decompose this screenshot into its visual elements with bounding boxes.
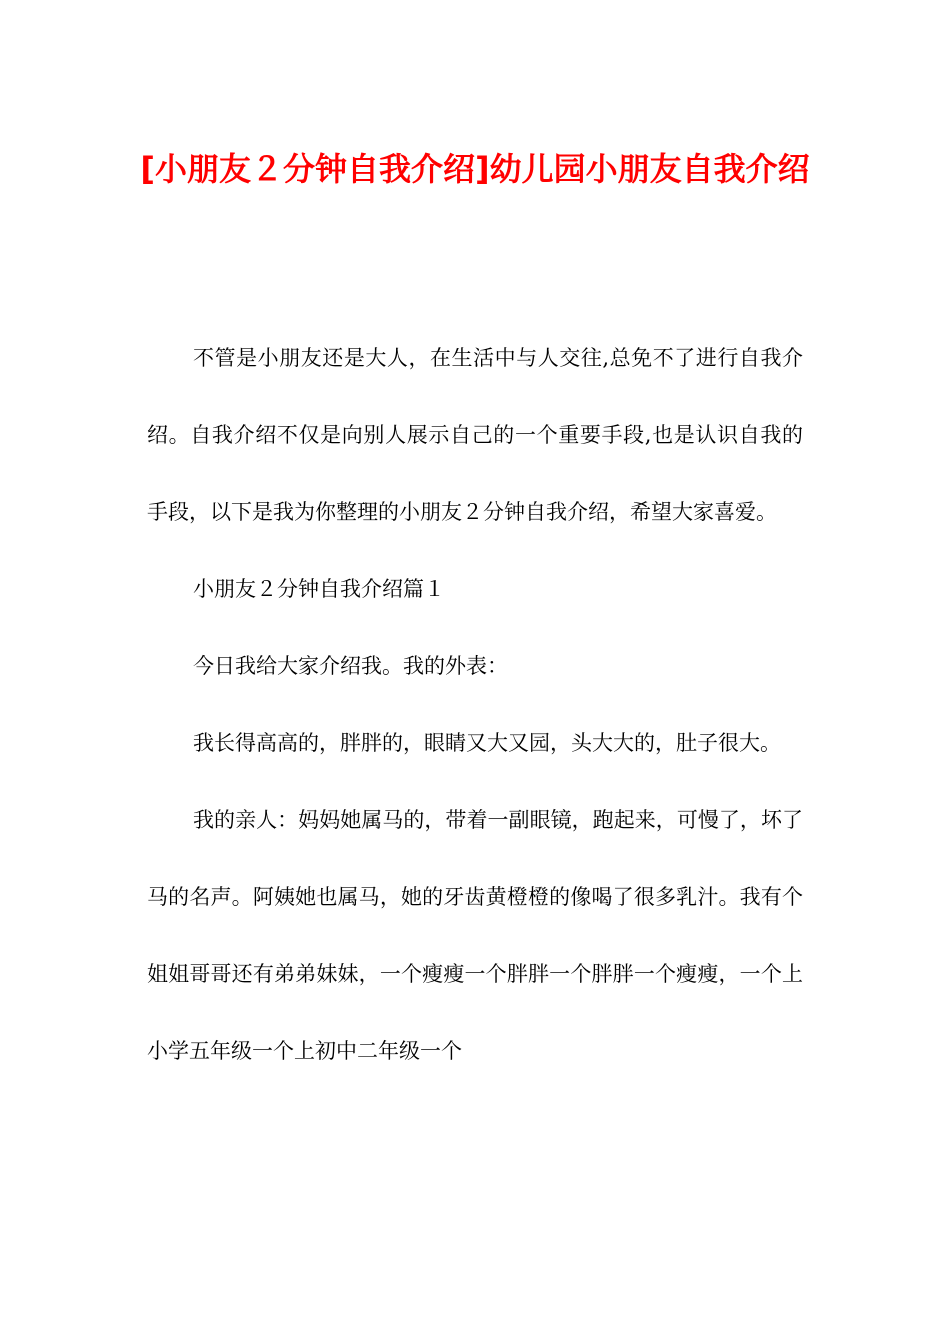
paragraph-intro: 不管是小朋友还是大人，在生活中与人交往,总免不了进行自我介绍。自我介绍不仅是向别人展示自己的一个重要手段,也是认识自我的手段，以下是我为你整理的小朋友２分钟自我介绍，希望大家喜爱。 [147, 346, 803, 524]
paragraph-section-heading: 小朋友２分钟自我介绍篇１ [193, 577, 445, 601]
paragraph-appearance: 我长得高高的，胖胖的，眼睛又大又园，头大大的，肚子很大。 [193, 731, 781, 755]
paragraph-family: 我的亲人：妈妈她属马的，带着一副眼镜，跑起来，可慢了，坏了马的名声。阿姨她也属马，她的牙齿黄橙橙的像喝了很多乳汁。我有个姐姐哥哥还有弟弟妹妹，一个瘦瘦一个胖胖一个胖胖一个瘦瘦，一个上小学五年级一个上初中二年级一个 [147, 808, 803, 1063]
document-title: [小朋友２分钟自我介绍]幼儿园小朋友自我介绍 [140, 150, 810, 188]
document-body [147, 320, 803, 1090]
paragraph-today: 今日我给大家介绍我。我的外表： [193, 654, 508, 678]
